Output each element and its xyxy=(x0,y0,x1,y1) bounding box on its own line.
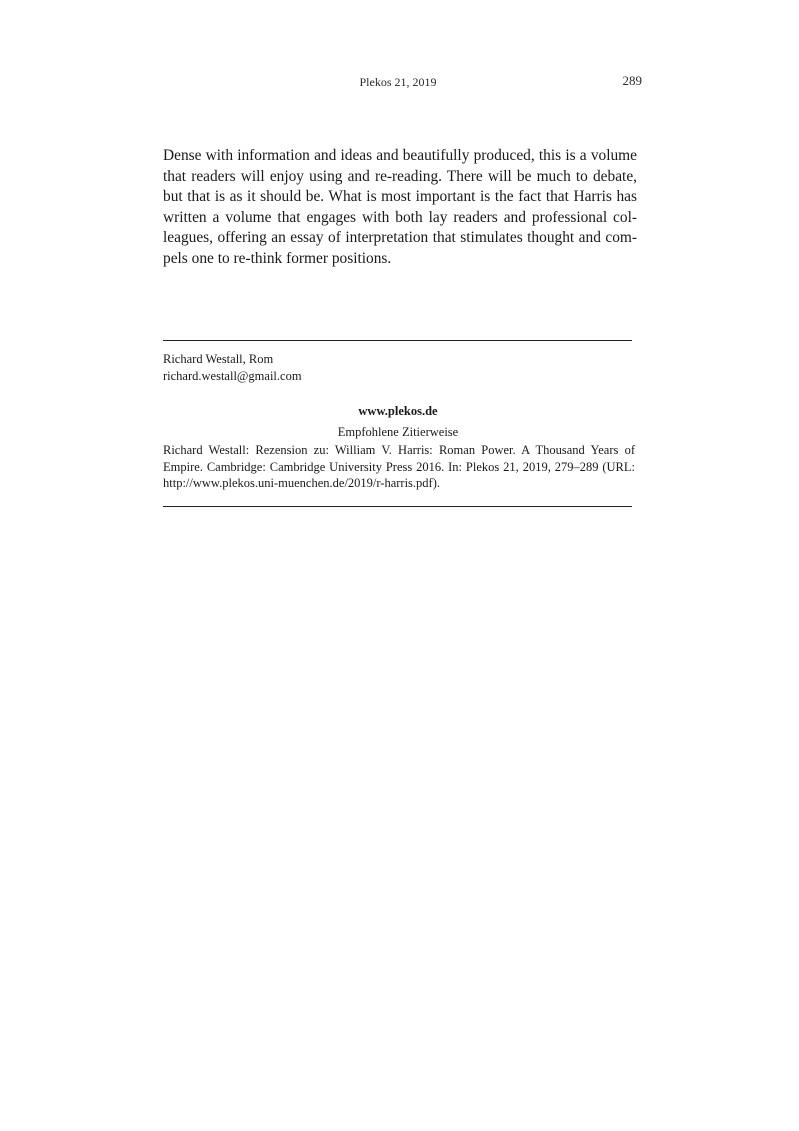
author-block xyxy=(163,351,302,385)
website-link[interactable]: www.plekos.de xyxy=(358,404,438,418)
author-email: richard.westall@gmail.com xyxy=(163,369,302,383)
citation-heading: Empfohlene Zitierweise xyxy=(337,425,459,439)
author-name-location: Richard Westall, Rom xyxy=(163,352,274,366)
citation-text: Richard Westall: Rezension zu: William V. Harris: Roman Power. A Thousand Years of Empire. Cambridge: Cambridge University Press 2016. In: Plekos 21, 2019, 279–289 (URL: http://www.plekos.uni-muenchen.de/2019/r-harris.pdf). xyxy=(163,443,635,491)
bottom-divider xyxy=(163,506,632,507)
top-divider xyxy=(163,340,632,341)
running-head: Plekos 21, 2019 xyxy=(359,75,437,89)
page-number: 289 xyxy=(622,73,642,88)
body-paragraph: Dense with information and ideas and beautifully produced, this is a volume that readers will enjoy using and re-reading. There will be much to debate, but that is as it should be. What is most important is the fact that Harris has written a volume that engages with both lay readers and professional colleagues, offering an essay of interpretation that stimulates thought and compels one to re-think former positions. xyxy=(163,147,637,267)
